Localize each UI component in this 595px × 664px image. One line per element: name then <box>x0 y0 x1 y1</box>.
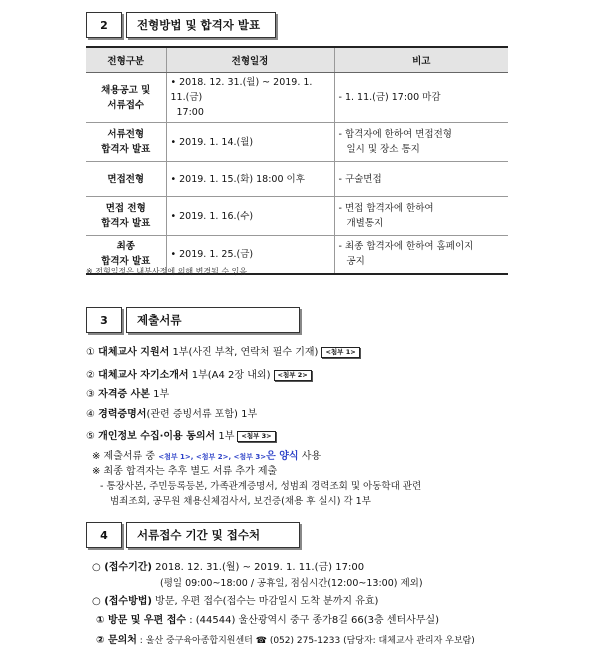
item-name: 개인정보 수집·이용 동의서 <box>98 431 216 442</box>
section-number: 2 <box>86 12 122 38</box>
item-name: 대체교사 자기소개서 <box>98 370 189 381</box>
extra-docs-list: 범죄조회, 공무원 채용신체검사서, 보건증(채용 후 실시) 각 1부 <box>110 496 371 507</box>
cell-line: • 2019. 1. 14.(월) <box>170 136 254 148</box>
column-header: 전형일정 <box>166 47 334 73</box>
cell-line: 합격자 발표 <box>101 256 151 268</box>
item-name: 자격증 사본 <box>98 389 150 400</box>
cell-line: • 2019. 1. 25.(금) <box>170 248 254 260</box>
cell-line: 서류전형 <box>107 129 145 140</box>
table-cell <box>166 123 334 162</box>
column-header: 비고 <box>334 47 508 73</box>
period-line: ○ (접수기간) 2018. 12. 31.(월) ~ 2019. 1. 11.(금) 17:00 <box>92 562 365 573</box>
extra-docs-note: ※ 최종 합격자는 추후 별도 서류 추가 제출 <box>92 466 278 477</box>
schedule-note: ※ 전형일정은 내부사정에 의해 변경될 수 있음 <box>86 267 248 276</box>
attachment-refs: <첨부 1>, <첨부 2>, <첨부 3> <box>158 453 267 461</box>
cell-line: 개별통지 <box>346 218 384 229</box>
cell-line: - 구술면접 <box>338 173 382 185</box>
item-name: 경력증명서 <box>98 409 147 420</box>
address-label: ① 방문 및 우편 접수 <box>96 615 187 626</box>
attachment-tag: <첨부 1> <box>321 347 359 358</box>
contact-line: ② 문의처 : 울산 중구육아종합지원센터 ☎ (052) 275-1233 (담당자: 대체교사 관리자 우보람) <box>96 635 475 646</box>
section-number: 3 <box>86 307 122 333</box>
document-item: ④ 경력증명서(관련 증빙서류 포함) 1부 <box>86 409 258 420</box>
method-label: ○ (접수방법) <box>92 596 152 607</box>
table-row <box>86 162 508 197</box>
cell-line: 면접 전형 <box>105 203 146 214</box>
cell-line: 공지 <box>346 256 365 268</box>
document-item: ③ 자격증 사본 1부 <box>86 389 170 400</box>
contact-label: ② 문의처 <box>96 635 137 646</box>
highlight-text: 은 양식 <box>266 451 299 462</box>
cell-line: 면접전형 <box>107 173 145 185</box>
section-4-header <box>86 522 300 548</box>
table-cell <box>86 197 166 236</box>
cell-line: - 면접 합격자에 한하여 <box>338 203 434 214</box>
cell-line: 채용공고 및 <box>101 84 151 96</box>
table-cell <box>86 162 166 197</box>
document-item: ① 대체교사 지원서 1부(사진 부착, 연락처 필수 기재) <첨부 1> <box>86 346 360 360</box>
cell-line: - 최종 합격자에 한하여 홈페이지 <box>338 241 474 253</box>
section-title: 서류접수 기간 및 접수처 <box>126 522 300 548</box>
cell-line: 최종 <box>116 241 135 253</box>
table-cell <box>166 162 334 197</box>
table-cell <box>166 73 334 123</box>
cell-line: 합격자 발표 <box>101 218 151 229</box>
cell-line: • 2018. 12. 31.(월) ~ 2019. 1. 11.(금) <box>170 77 313 103</box>
table-cell <box>166 197 334 236</box>
table-row <box>86 73 508 123</box>
cell-line: 합격자 발표 <box>101 144 151 155</box>
section-number: 4 <box>86 522 122 548</box>
table-cell <box>334 162 508 197</box>
address-line: ① 방문 및 우편 접수 : (44544) 울산광역시 중구 종가8길 66(3층 센터사무실) <box>96 615 440 626</box>
extra-docs-list: - 통장사본, 주민등록등본, 가족관계증명서, 성범죄 경력조회 및 아동학대 관련 <box>100 481 422 492</box>
form-note: ※ 제출서류 중 <첨부 1>, <첨부 2>, <첨부 3>은 양식 사용 <box>92 451 322 462</box>
cell-line: • 2019. 1. 15.(화) 18:00 이후 <box>170 173 305 185</box>
table-row <box>86 123 508 162</box>
section-title: 전형방법 및 합격자 발표 <box>126 12 276 38</box>
table-row <box>86 197 508 236</box>
document-item: ② 대체교사 자기소개서 1부(A4 2장 내외) <첨부 2> <box>86 369 312 383</box>
cell-line: - 1. 11.(금) 17:00 마감 <box>338 92 441 103</box>
period-sub: (평일 09:00~18:00 / 공휴일, 점심시간(12:00~13:00) 제외) <box>160 578 423 589</box>
table-cell <box>334 123 508 162</box>
section-2-header <box>86 12 276 38</box>
section-3-header <box>86 307 300 333</box>
table-cell <box>86 73 166 123</box>
column-header: 전형구분 <box>86 47 166 73</box>
section-title: 제출서류 <box>126 307 300 333</box>
schedule-table <box>86 46 508 275</box>
method-line: ○ (접수방법) 방문, 우편 접수(접수는 마감일시 도착 분까지 유효) <box>92 596 379 607</box>
item-name: 대체교사 지원서 <box>98 347 170 358</box>
table-cell <box>334 73 508 123</box>
table-cell <box>86 123 166 162</box>
cell-line: 일시 및 장소 통지 <box>346 144 420 155</box>
cell-line: - 합격자에 한하여 면접전형 <box>338 129 452 140</box>
attachment-tag: <첨부 3> <box>237 431 275 442</box>
period-label: ○ (접수기간) <box>92 562 152 573</box>
cell-line: 서류접수 <box>107 99 145 111</box>
attachment-tag: <첨부 2> <box>274 370 312 381</box>
cell-line: 17:00 <box>176 107 204 118</box>
table-cell <box>334 236 508 274</box>
document-item: ⑤ 개인정보 수집·이용 동의서 1부 <첨부 3> <box>86 430 276 444</box>
cell-line: • 2019. 1. 16.(수) <box>170 210 254 222</box>
table-cell <box>334 197 508 236</box>
table-header-row <box>86 47 508 73</box>
